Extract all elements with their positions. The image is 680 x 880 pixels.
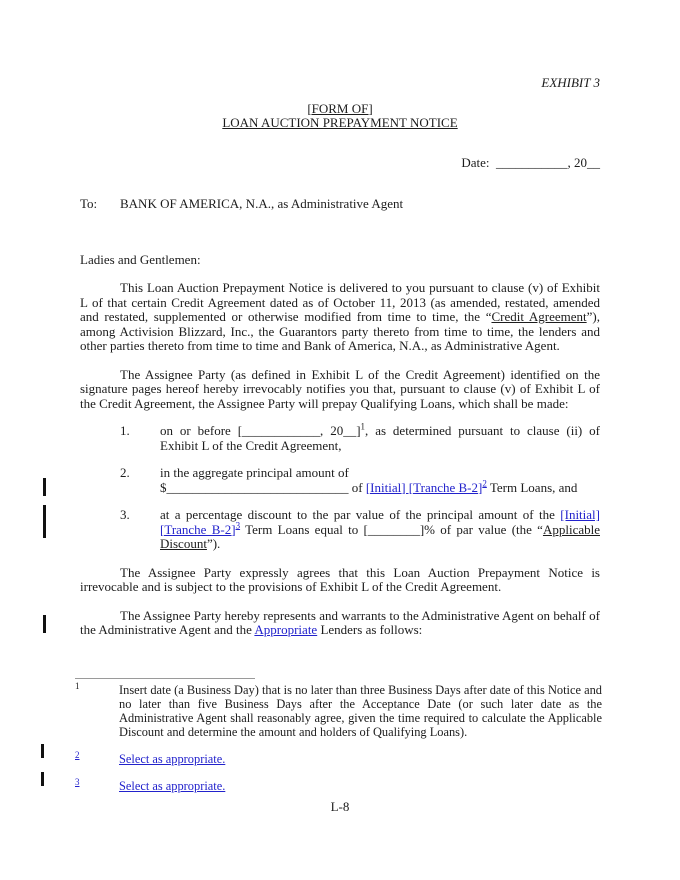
link-appropriate[interactable]: Appropriate: [254, 622, 318, 637]
footnote-1: [75, 680, 602, 739]
change-bar: [43, 615, 46, 633]
form-of-label: [FORM OF]: [307, 100, 373, 116]
link-initial-tranche-b2[interactable]: [Initial] [Tranche B-2]: [160, 507, 600, 537]
change-bar: [41, 744, 44, 758]
exhibit-label: EXHIBIT 3: [541, 75, 600, 90]
list-text-segment: $____________________________ of: [160, 479, 366, 495]
document-title: LOAN AUCTION PREPAYMENT NOTICE: [222, 115, 458, 130]
paragraph-text: ”), among Activision Blizzard, Inc., the Guarantors party thereto from time to time, the lenders and other parties thereto from time to time and Bank of America, N.A., as Administrative Agent.: [80, 309, 600, 353]
title-block: [80, 102, 600, 131]
footnote-2: [75, 749, 602, 766]
paragraph-3: The Assignee Party expressly agrees that this Loan Auction Prepayment Notice is irrevocable and is subject to the provisions of Exhibit L of the Credit Agreement.: [80, 564, 600, 594]
footnote-number: 1: [75, 680, 80, 691]
paragraph-text: This Loan Auction Prepayment Notice is delivered to you pursuant to clause (v) of Exhibit L of that certain Credit Agreement dated as of October 11, 2013 (as amended, restated, amended and restated, supplemented or otherwise modified from time to time, the “: [80, 280, 600, 324]
paragraph-1: [80, 281, 600, 354]
list-text-segment: on or before [____________, 20__]: [160, 423, 361, 438]
list-item-number: 3.: [120, 507, 130, 522]
list-item-text: [160, 421, 600, 453]
list-item-number: 1.: [120, 423, 130, 438]
list-item-text: [160, 508, 600, 552]
list-item-number: 2.: [120, 465, 130, 480]
change-bar: [43, 505, 46, 538]
defined-term-applicable-discount: Applicable Discount: [160, 521, 600, 551]
to-label: To:: [80, 196, 98, 211]
list-text-segment: , as determined pursuant to clause (ii) of Exhibit L of the Credit Agreement,: [160, 423, 600, 453]
list-text-segment: at a percentage discount to the par value of the principal amount of the: [160, 507, 561, 522]
defined-term-credit-agreement: Credit Agreement: [491, 309, 587, 324]
change-bar: [43, 478, 46, 496]
footnote-number-link[interactable]: 3: [75, 776, 80, 787]
footnote-number-link[interactable]: 2: [75, 749, 80, 760]
footnotes-section: [75, 678, 602, 793]
paragraph-text: The Assignee Party hereby represents and warrants to the Administrative Agent on behalf of the Administrative Agent and the: [80, 607, 600, 637]
to-value: BANK OF AMERICA, N.A., as Administrative Agent: [120, 196, 404, 211]
salutation: Ladies and Gentlemen:: [80, 251, 201, 267]
to-line: [80, 197, 600, 212]
footnote-text: Insert date (a Business Day) that is no later than three Business Days after date of this Notice and no later than five Business Days after the Acceptance Date (or such later date as the Administrative Agent shall reasonably agree, given the time required to calculate the Applicable Discount and determine the amount and holders of Qualifying Loans).: [119, 683, 602, 739]
link-initial-tranche-b2[interactable]: [Initial] [Tranche B-2]: [365, 479, 483, 495]
footnote-marker: [75, 680, 119, 739]
paragraph-text: Lenders as follows:: [317, 622, 423, 637]
list-item-3: [80, 508, 600, 552]
footnote-marker: [75, 776, 119, 793]
footnote-3: [75, 776, 602, 793]
footnote-ref-2-link[interactable]: 2: [482, 478, 487, 489]
footnote-ref-1: 1: [360, 421, 366, 432]
list-text-segment: Term Loans, and: [486, 479, 578, 495]
footnote-ref-3-link[interactable]: 3: [235, 520, 241, 531]
footnote-marker: [75, 749, 119, 766]
footnote-separator: [75, 678, 255, 679]
list-item-text: [160, 466, 600, 495]
list-text-segment: in the aggregate principal amount of: [160, 465, 349, 480]
date-line: Date: ___________, 20__: [461, 154, 600, 170]
change-bar: [41, 772, 44, 786]
page-number: L-8: [330, 799, 350, 814]
list-item-1: [80, 421, 600, 453]
footnote-text-link[interactable]: Select as appropriate.: [119, 779, 226, 793]
paragraph-4: [80, 609, 600, 638]
paragraph-2: The Assignee Party (as defined in Exhibit L of the Credit Agreement) identified on the signature pages hereof hereby irrevocably notifies you that, pursuant to clause (v) of Exhibit L of the Credit Agreement, the Assignee Party will prepay Qualifying Loans, which shall be made:: [80, 366, 600, 411]
list-text-segment: Term Loans equal to [________]% of par value (the “: [240, 521, 543, 537]
list-item-2: [80, 466, 600, 495]
document-content: [80, 76, 600, 638]
list-text-segment: ”).: [206, 536, 221, 551]
footnote-text-link[interactable]: Select as appropriate.: [119, 752, 226, 766]
